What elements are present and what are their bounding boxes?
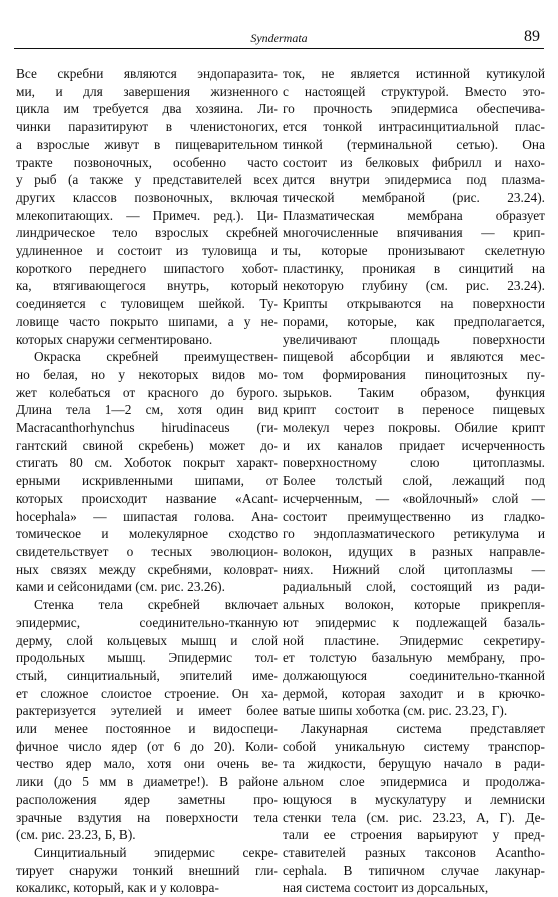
header-rule	[14, 48, 544, 49]
text-line: молекул через покровы. Обилие крипт	[283, 420, 545, 436]
text-line: некоторую глубину (см. рис. 23.24).	[283, 278, 545, 294]
text-line: короткого переднего шипастого хобот-	[16, 260, 278, 276]
text-line: та жидкости, берущую начало в ради-	[283, 756, 545, 772]
text-line: ных связях между скребнями, коловрат-	[16, 561, 278, 577]
text-line: лики (до 5 мм в диаметре!). В районе	[16, 774, 278, 790]
page-header	[0, 22, 558, 48]
text-line: увеличивают площадь поверхности	[283, 331, 545, 347]
text-line: Все скребни являются эндопаразита-	[16, 66, 278, 81]
text-line: эпидермис, соединительно-тканную	[16, 614, 278, 630]
text-line: ватые шипы хоботка (см. рис. 23.23, Г).	[283, 703, 508, 719]
text-line: должающуюся соединительно-тканной	[283, 667, 545, 683]
text-line: Стенка тела скребней включает	[34, 597, 278, 613]
text-line: стый, синцитиальный, эпителий име-	[16, 667, 278, 683]
text-line: ющуюся в мускулатуру и лемниски	[283, 791, 545, 807]
text-line: дермой, которая заходит и в крючко-	[283, 685, 545, 701]
running-title: Syndermata	[250, 31, 308, 45]
text-line: зырьков. Таким образом, функция	[283, 384, 545, 400]
text-line: ниях. Нижний слой цитоплазмы —	[283, 561, 545, 577]
text-line: или менее постоянное и видоспеци-	[16, 721, 278, 737]
text-line: тической мембраной (рис. 23.24).	[283, 189, 545, 205]
text-line: собой уникальную систему транспор-	[283, 738, 545, 754]
text-line: продольных мышц. Эпидермис тол-	[16, 650, 278, 666]
text-line: ка, втягивающегося внутрь, который	[16, 278, 278, 294]
text-line: ток, не является истинной кутикулой	[283, 66, 545, 81]
text-line: волокон, идущих в разных направле-	[283, 543, 545, 559]
text-line: чество ядер мало, хотя они очень ве-	[16, 756, 278, 772]
text-line: том формирования пиноцитозных пу-	[283, 366, 545, 382]
text-line: дерму, слой кольцевых мышц и слой	[16, 632, 278, 648]
text-line: Окраска скребней преимуществен-	[34, 349, 278, 365]
text-line: ет толстую базальную мембрану, про-	[283, 650, 545, 666]
text-line: фичное число ядер (от 6 до 20). Коли-	[16, 738, 278, 754]
text-line: кокаликс, который, как и у коловра-	[16, 880, 219, 896]
text-line: Лакунарная система представляет	[301, 721, 545, 737]
text-line: (см. рис. 23.23, Б, В).	[16, 827, 136, 843]
text-line: тинкой (терминальной сетью). Она	[283, 136, 545, 152]
text-line: у рыб (а также у представителей всех	[16, 172, 278, 188]
text-line: тирует снаружи тонкий внешний гли-	[16, 862, 278, 878]
text-line: ставителей разных таксонов Acantho-	[283, 844, 545, 860]
text-line: поверхностному слою цитоплазмы.	[283, 455, 545, 471]
text-line: с настоящей структурой. Вместо это-	[283, 83, 545, 99]
text-line: Более толстый слой, лежащий под	[283, 473, 545, 489]
text-line: альном слое эпидермиса и продолжа-	[283, 774, 545, 790]
text-line: Macracanthorhynchus hirudinaceus (ги-	[16, 420, 278, 436]
text-line: го эндоплазматического ретикулума и	[283, 526, 545, 542]
text-line: жет колебаться от красного до бурого.	[16, 384, 278, 400]
text-line: других классов позвоночных, включая	[16, 189, 278, 205]
text-line: рактеризуется эутелией и имеет более	[16, 703, 278, 719]
text-line: ерными искривленными шипами, от	[16, 473, 278, 489]
text-line: ми, и для завершения жизненного	[16, 83, 278, 99]
text-line: Длина тела 1—2 см, хотя один вид	[16, 402, 278, 418]
text-line: стенки тела (см. рис. 23.23, А, Г). Де-	[283, 809, 545, 825]
text-line: пластинку, проникая в синцитий на	[283, 260, 545, 276]
text-line: ная система состоит из дорсальных,	[283, 880, 489, 896]
text-line: свидетельствует о тесных эволюцион-	[16, 543, 278, 559]
text-line: ками и сейсонидами (см. рис. 23.26).	[16, 579, 225, 595]
text-line: млекопитающих. — Примеч. ред.). Ци-	[16, 207, 278, 223]
text-line: альных волокон, которые прикрепля-	[283, 597, 545, 613]
left-text-column	[16, 65, 278, 897]
page-number: 89	[524, 28, 540, 45]
text-line: состоит из белковых фибрилл и нахо-	[283, 154, 545, 170]
text-line: го прочность эпидермиса обеспечива-	[283, 101, 545, 117]
text-line: ют эпидермис к подлежащей базаль-	[283, 614, 545, 630]
text-line: линдрическое тело взрослых скребней	[16, 225, 278, 241]
text-line: и их каналов придает исчерченность	[283, 437, 545, 453]
text-line: расположения ядер заметны про-	[16, 791, 278, 807]
text-line: многочисленные впячивания — крип-	[283, 225, 545, 241]
text-line: удлиненное и состоит из туловища и	[16, 243, 278, 259]
text-line: ты, которые пронизывают скелетную	[283, 243, 545, 259]
text-line: но белая, но у некоторых видов мо-	[16, 366, 278, 382]
text-line: ловище часто покрыто шипами, а у не-	[16, 313, 278, 329]
text-line: ет сложное слоистое строение. Он ха-	[16, 685, 278, 701]
right-text-column	[283, 65, 545, 897]
text-line: Крипты открываются на поверхности	[283, 296, 545, 312]
text-line: радиальный слой, состоящий из ради-	[283, 579, 545, 595]
text-line: ется тонкой интрасинцитиальной плас-	[283, 119, 545, 135]
text-line: которых снаружи сегментировано.	[16, 331, 213, 347]
text-line: тали ее строения варьируют у пред-	[283, 827, 545, 843]
text-line: томическое и молекулярное сходство	[16, 526, 278, 542]
text-line: Синцитиальный эпидермис секре-	[34, 844, 278, 860]
text-line: которых происходит название «Acant-	[16, 490, 278, 506]
text-line: cephala. В типичном случае лакунар-	[283, 862, 545, 878]
text-line: чинки паразитируют в членистоногих,	[16, 119, 278, 135]
text-line: порами, которые, как предполагается,	[283, 313, 545, 329]
text-line: гантский свиной скребень) может до-	[16, 437, 278, 453]
text-line: соединяется с туловищем шейкой. Ту-	[16, 296, 278, 312]
text-line: цикла им требуется два хозяина. Ли-	[16, 101, 278, 117]
text-line: зрачные вздутия на поверхности тела	[16, 809, 278, 825]
text-line: состоит преимущественно из гладко-	[283, 508, 545, 524]
text-line: ной пластине. Эпидермис секретиру-	[283, 632, 545, 648]
text-line: тракте позвоночных, особенно часто	[16, 154, 278, 170]
text-line: исчерченным, — «войлочный» слой —	[283, 490, 545, 506]
text-line: дится внутри эпидермиса под плазма-	[283, 172, 545, 188]
text-line: а взрослые живут в пищеварительном	[16, 136, 278, 152]
text-line: стигать 80 см. Хоботок покрыт характ-	[16, 455, 278, 471]
text-line: hocephala» — шипастая голова. Ана-	[16, 508, 278, 524]
text-line: пищевой абсорбции и являются мес-	[283, 349, 545, 365]
text-line: Плазматическая мембрана образует	[283, 207, 545, 223]
text-line: крипт состоит в переносе пищевых	[283, 402, 545, 418]
